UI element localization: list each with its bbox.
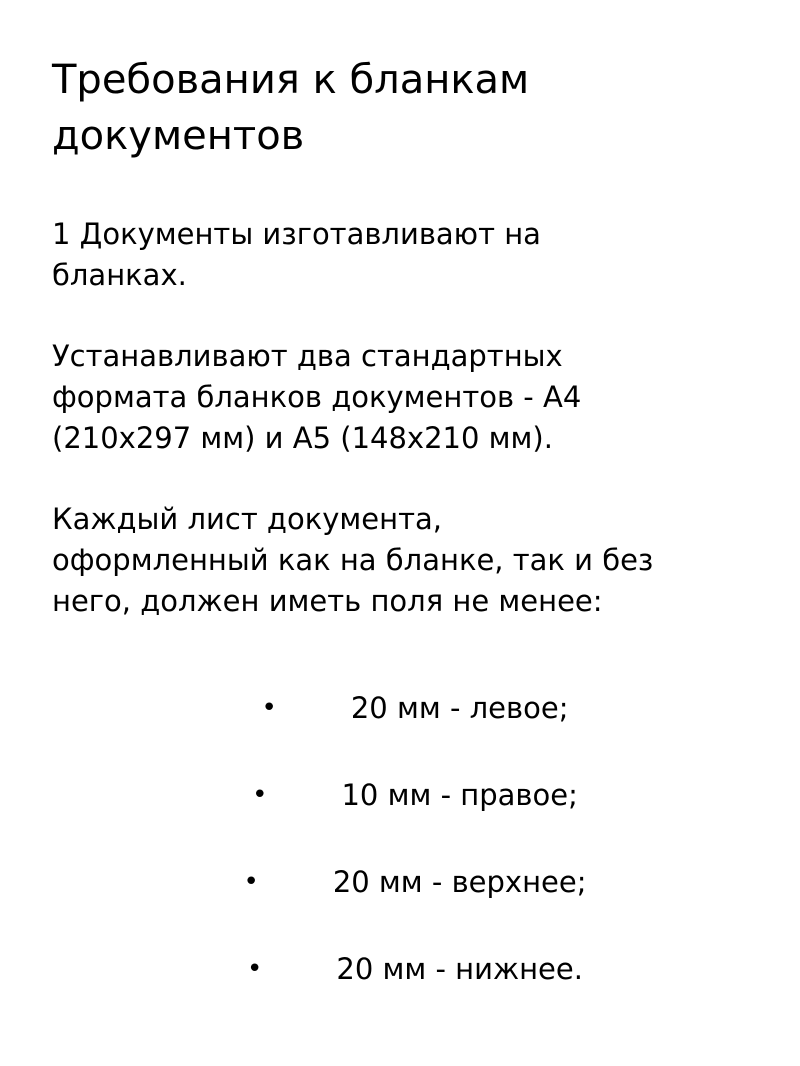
- text-line: (210x297 мм) и А5 (148x210 мм).: [52, 421, 553, 455]
- list-item-text: 10 мм - правое;: [341, 777, 578, 812]
- text-line: оформленный как на бланке, так и без: [52, 543, 654, 577]
- bullet-icon: •: [247, 953, 263, 984]
- text-line: Устанавливают два стандартных: [52, 339, 563, 373]
- list-item: [30, 664, 800, 751]
- list-item-text: 20 мм - верхнее;: [332, 864, 587, 899]
- bullet-icon: •: [243, 866, 259, 897]
- list-item: [30, 838, 800, 925]
- title-line: Требования к бланкам: [52, 57, 530, 103]
- text-line: бланках.: [52, 258, 187, 292]
- paragraph-margins: [52, 499, 653, 622]
- list-item-text: 20 мм - левое;: [350, 690, 569, 725]
- paragraph-blanks: [52, 214, 541, 296]
- list-item: [30, 925, 800, 1012]
- text-line: Каждый лист документа,: [52, 502, 442, 536]
- list-item-text: 20 мм - нижнее.: [336, 951, 583, 986]
- text-line: него, должен иметь поля не менее:: [52, 584, 603, 618]
- page-title: [52, 52, 529, 164]
- paragraph-formats: [52, 336, 581, 459]
- bullet-icon: •: [252, 779, 268, 810]
- bullet-icon: •: [261, 692, 277, 723]
- text-line: 1 Документы изготавливают на: [52, 217, 541, 251]
- margin-list: [0, 664, 800, 1012]
- title-line: документов: [52, 113, 305, 159]
- text-line: формата бланков документов - А4: [52, 380, 582, 414]
- list-item: [30, 751, 800, 838]
